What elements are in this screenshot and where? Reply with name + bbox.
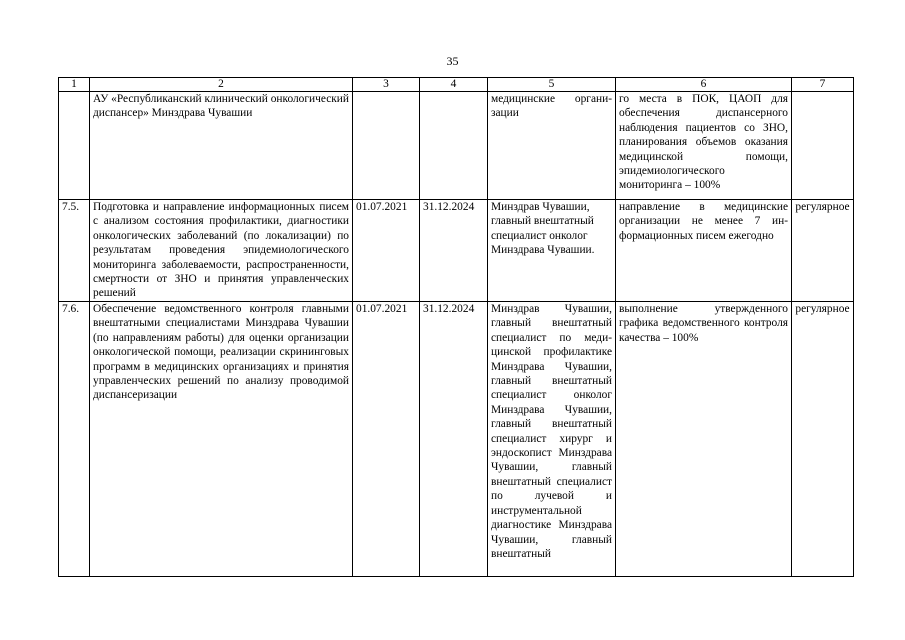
event-cell: Обеспечение ведомственного контроля главными внештатными специалистами Минздрава Чувашии (по направлениям работы) для оценки организации онкологической помощи, реализации скрининговых программ в медицинских организациях и принятия управленческих решений по анализу проводимой диспансеризации	[90, 302, 353, 577]
row-number: 7.5.	[59, 200, 90, 302]
end-date-cell: 31.12.2024	[420, 302, 488, 577]
indicator-cell: го места в ПОК, ЦАОП для обеспечения диспансерного наблюдения пациентов со ЗНО, планирования объемов оказания медицинской помощи, эпидемиологического мониторинга – 100%	[616, 92, 792, 200]
column-header: 4	[420, 78, 488, 92]
event-cell: АУ «Республиканский клинический онкологический диспансер» Минздрава Чувашии	[90, 92, 353, 200]
row-number	[59, 92, 90, 200]
start-date-cell	[353, 92, 420, 200]
column-header: 2	[90, 78, 353, 92]
start-date-cell: 01.07.2021	[353, 302, 420, 577]
periodicity-cell: регулярное	[792, 302, 854, 577]
table-row	[59, 92, 854, 200]
table-row	[59, 302, 854, 577]
table-row	[59, 200, 854, 302]
column-header: 1	[59, 78, 90, 92]
column-number-row	[59, 78, 854, 92]
responsible-cell: Минздрав Чувашии, главный внештатный специалист по медицинской профилактике Минздрава Чувашии, главный внештатный специалист онколог Минздрава Чувашии, главный внештатный специалист хирург и эндоскопист Минздрава Чувашии, главный внештатный специалист по лучевой и инструментальной диагностике Минздрава Чувашии, главный внештатный	[488, 302, 616, 577]
responsible-cell: медицинские организации	[488, 92, 616, 200]
plan-table	[58, 77, 854, 577]
indicator-cell: выполнение утвержденного графика ведомственного контроля качества – 100%	[616, 302, 792, 577]
start-date-cell: 01.07.2021	[353, 200, 420, 302]
column-header: 3	[353, 78, 420, 92]
page-number: 35	[446, 54, 459, 68]
indicator-cell: направление в медицинские организации не менее 7 информационных писем ежегодно	[616, 200, 792, 302]
column-header: 6	[616, 78, 792, 92]
end-date-cell: 31.12.2024	[420, 200, 488, 302]
periodicity-cell: регулярное	[792, 200, 854, 302]
row-number: 7.6.	[59, 302, 90, 577]
periodicity-cell	[792, 92, 854, 200]
event-cell: Подготовка и направление информационных писем с анализом состояния профилактики, диагностики онкологических заболеваний (по локализации) по результатам проведения эпидемиологического мониторинга заболеваемости, распространенности, смертности от ЗНО и принятия управленческих решений	[90, 200, 353, 302]
end-date-cell	[420, 92, 488, 200]
column-header: 7	[792, 78, 854, 92]
column-header: 5	[488, 78, 616, 92]
responsible-cell: Минздрав Чувашии, главный внештатный специалист онколог Минздрава Чувашии.	[488, 200, 616, 302]
